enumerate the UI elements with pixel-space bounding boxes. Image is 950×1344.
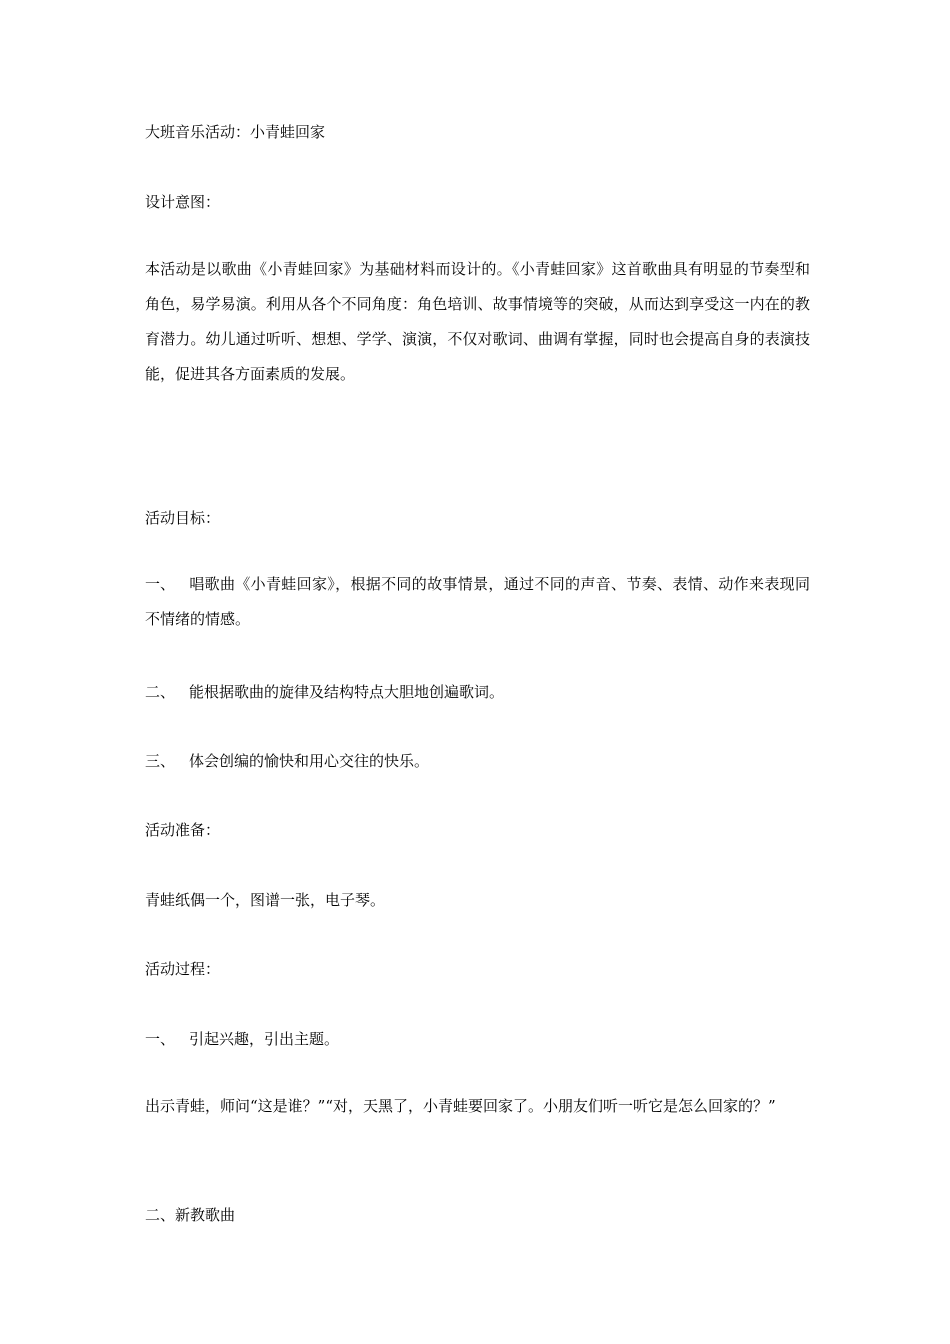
goal-item-2: [145, 682, 810, 702]
goal-number: 三、: [145, 752, 176, 770]
goals-heading: 活动目标：: [145, 509, 221, 527]
document-title: 大班音乐活动：小青蛙回家: [145, 123, 326, 141]
prep-text: 青蛙纸偶一个，图谱一张，电子琴。: [145, 891, 386, 909]
design-heading: 设计意图：: [145, 193, 221, 211]
step-number: 一、: [145, 1030, 176, 1048]
goal-text: 体会创编的愉快和用心交往的快乐。: [189, 752, 430, 770]
process-step-1: [145, 1029, 810, 1049]
goal-number: 二、: [145, 683, 176, 701]
design-paragraph: 本活动是以歌曲《小青蛙回家》为基础材料而设计的。《小青蛙回家》这首歌曲具有明显的节奏型和角色，易学易演。利用从各个不同角度：角色培训、故事情境等的突破，从而达到享受这一内在的教育潜力。幼儿通过听听、想想、学学、演演，不仅对歌词、曲调有掌握，同时也会提高自身的表演技能，促进其各方面素质的发展。: [145, 260, 810, 383]
process-heading: 活动过程：: [145, 960, 221, 978]
step-text: 引起兴趣，引出主题。: [189, 1030, 340, 1048]
prep-heading: 活动准备：: [145, 821, 221, 839]
goal-text: 唱歌曲《小青蛙回家》，根据不同的故事情景，通过不同的声音、节奏、表情、动作来表现同不情绪的情感。: [145, 575, 810, 628]
goal-item-3: [145, 751, 810, 771]
goal-number: 一、: [145, 575, 176, 593]
goal-item-1: [145, 567, 810, 637]
process-step-1-detail: 出示青蛙，师问“这是谁？”“对，天黑了，小青蛙要回家了。小朋友们听一听它是怎么回家的？”: [145, 1097, 776, 1115]
process-step-2: 二、新教歌曲: [145, 1206, 236, 1224]
goal-text: 能根据歌曲的旋律及结构特点大胆地创遍歌词。: [189, 683, 505, 701]
